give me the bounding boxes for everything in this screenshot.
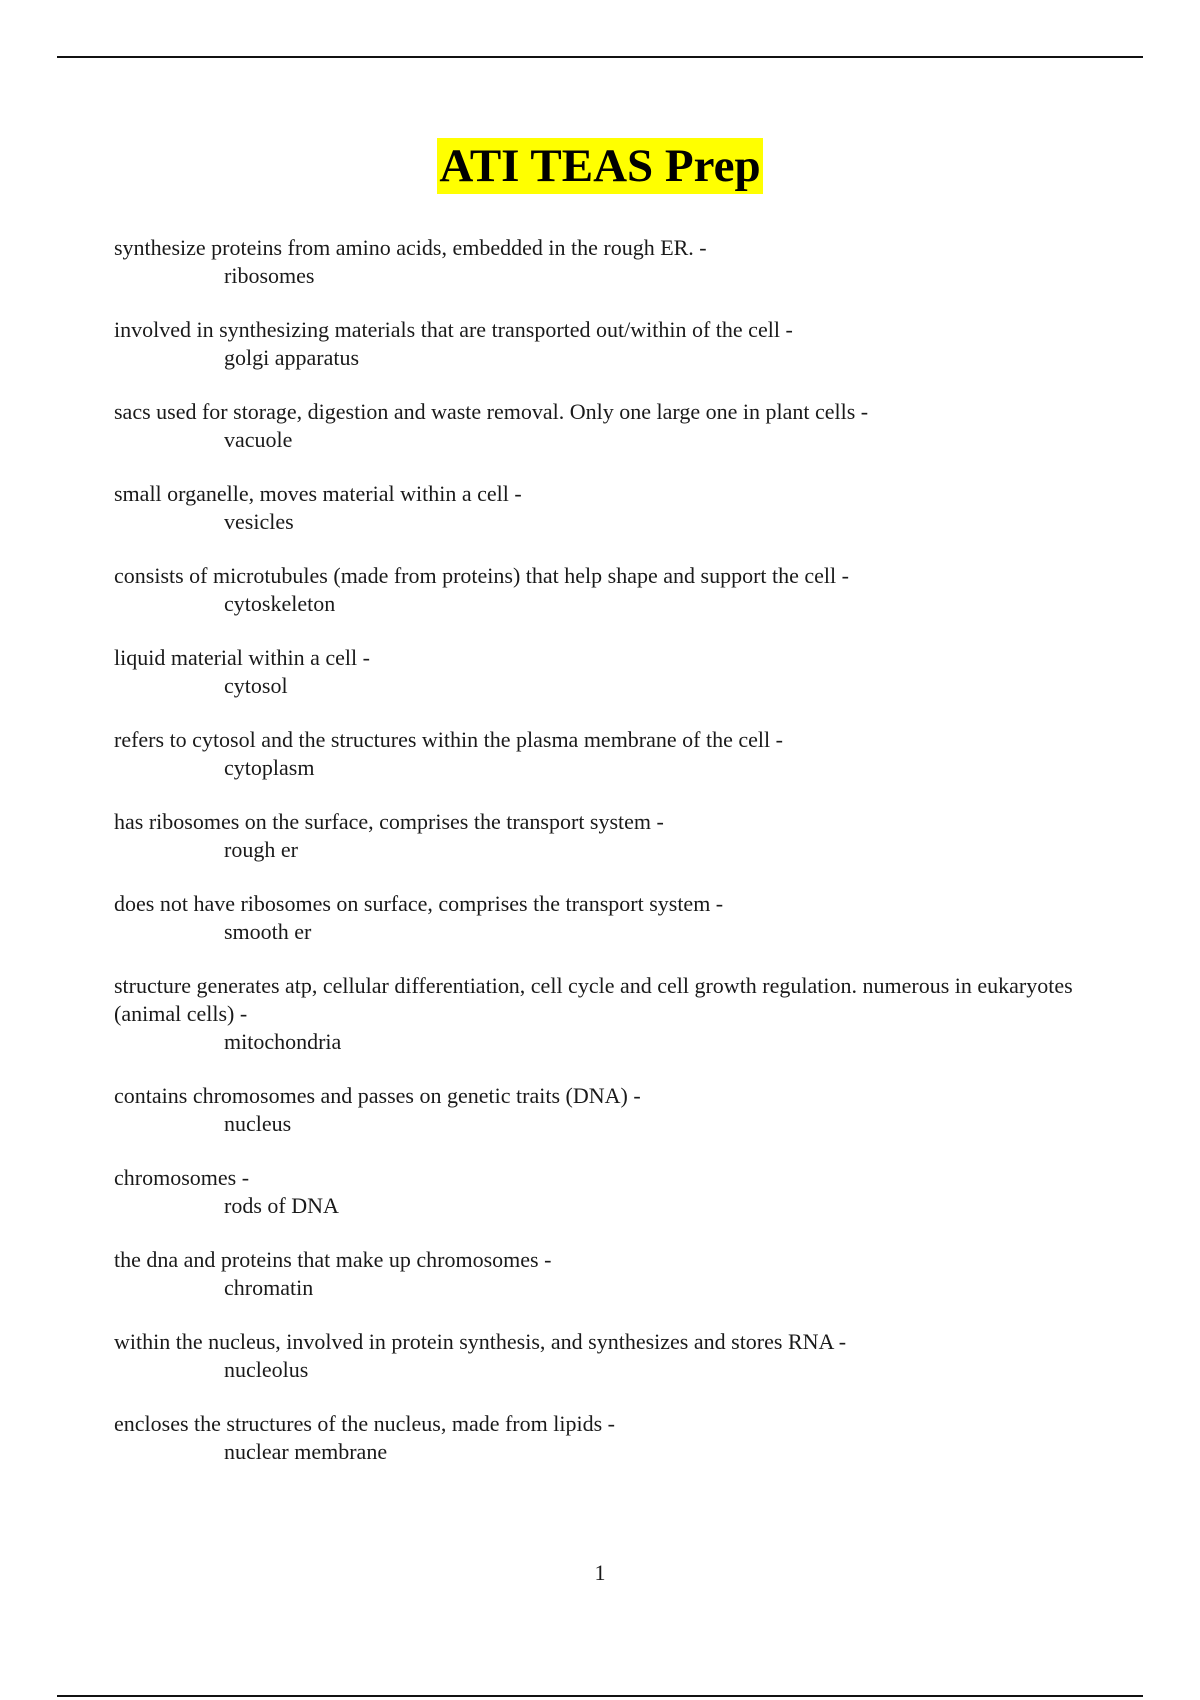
entry-answer: mitochondria <box>224 1029 342 1054</box>
footer-rule <box>57 1695 1143 1697</box>
flashcard-entry <box>114 1410 1074 1466</box>
entry-answer: nucleus <box>224 1111 292 1136</box>
entry-term: contains chromosomes and passes on genetic traits (DNA) - <box>114 1083 641 1108</box>
entry-term: chromosomes - <box>114 1165 250 1190</box>
flashcard-entry <box>114 316 1074 372</box>
entry-term: consists of microtubules (made from proteins) that help shape and support the cell - <box>114 563 849 588</box>
entry-answer: vacuole <box>224 427 293 452</box>
entry-term: does not have ribosomes on surface, comprises the transport system - <box>114 891 724 916</box>
flashcard-entry <box>114 726 1074 782</box>
flashcard-entry <box>114 480 1074 536</box>
entry-answer: rough er <box>224 837 298 862</box>
entry-answer: ribosomes <box>224 263 315 288</box>
flashcard-entry <box>114 644 1074 700</box>
entry-answer: golgi apparatus <box>224 345 360 370</box>
flashcard-list <box>114 234 1074 1492</box>
entry-term: structure generates atp, cellular differentiation, cell cycle and cell growth regulation. numerous in eukaryotes (animal cells) - <box>114 973 1073 1026</box>
entry-answer: smooth er <box>224 919 312 944</box>
entry-term: small organelle, moves material within a cell - <box>114 481 522 506</box>
entry-answer: chromatin <box>224 1275 314 1300</box>
flashcard-entry <box>114 1082 1074 1138</box>
entry-answer: cytoplasm <box>224 755 315 780</box>
flashcard-entry <box>114 1328 1074 1384</box>
entry-answer: rods of DNA <box>224 1193 339 1218</box>
flashcard-entry <box>114 972 1074 1056</box>
entry-answer: cytoskeleton <box>224 591 336 616</box>
header-rule <box>57 56 1143 58</box>
flashcard-entry <box>114 398 1074 454</box>
flashcard-entry <box>114 1164 1074 1220</box>
page-title: ATI TEAS Prep <box>439 140 761 192</box>
entry-term: has ribosomes on the surface, comprises the transport system - <box>114 809 664 834</box>
entry-answer: cytosol <box>224 673 288 698</box>
entry-answer: nucleolus <box>224 1357 309 1382</box>
entry-answer: vesicles <box>224 509 294 534</box>
entry-term: refers to cytosol and the structures within the plasma membrane of the cell - <box>114 727 783 752</box>
entry-term: within the nucleus, involved in protein synthesis, and synthesizes and stores RNA - <box>114 1329 847 1354</box>
flashcard-entry <box>114 808 1074 864</box>
entry-term: liquid material within a cell - <box>114 645 370 670</box>
page-number: 1 <box>594 1560 606 1585</box>
flashcard-entry <box>114 562 1074 618</box>
entry-term: sacs used for storage, digestion and waste removal. Only one large one in plant cells - <box>114 399 869 424</box>
entry-term: involved in synthesizing materials that are transported out/within of the cell - <box>114 317 793 342</box>
entry-term: the dna and proteins that make up chromosomes - <box>114 1247 552 1272</box>
flashcard-entry <box>114 1246 1074 1302</box>
entry-term: synthesize proteins from amino acids, embedded in the rough ER. - <box>114 235 707 260</box>
flashcard-entry <box>114 234 1074 290</box>
flashcard-entry <box>114 890 1074 946</box>
title-container <box>0 138 1200 194</box>
entry-answer: nuclear membrane <box>224 1439 388 1464</box>
entry-term: encloses the structures of the nucleus, made from lipids - <box>114 1411 615 1436</box>
